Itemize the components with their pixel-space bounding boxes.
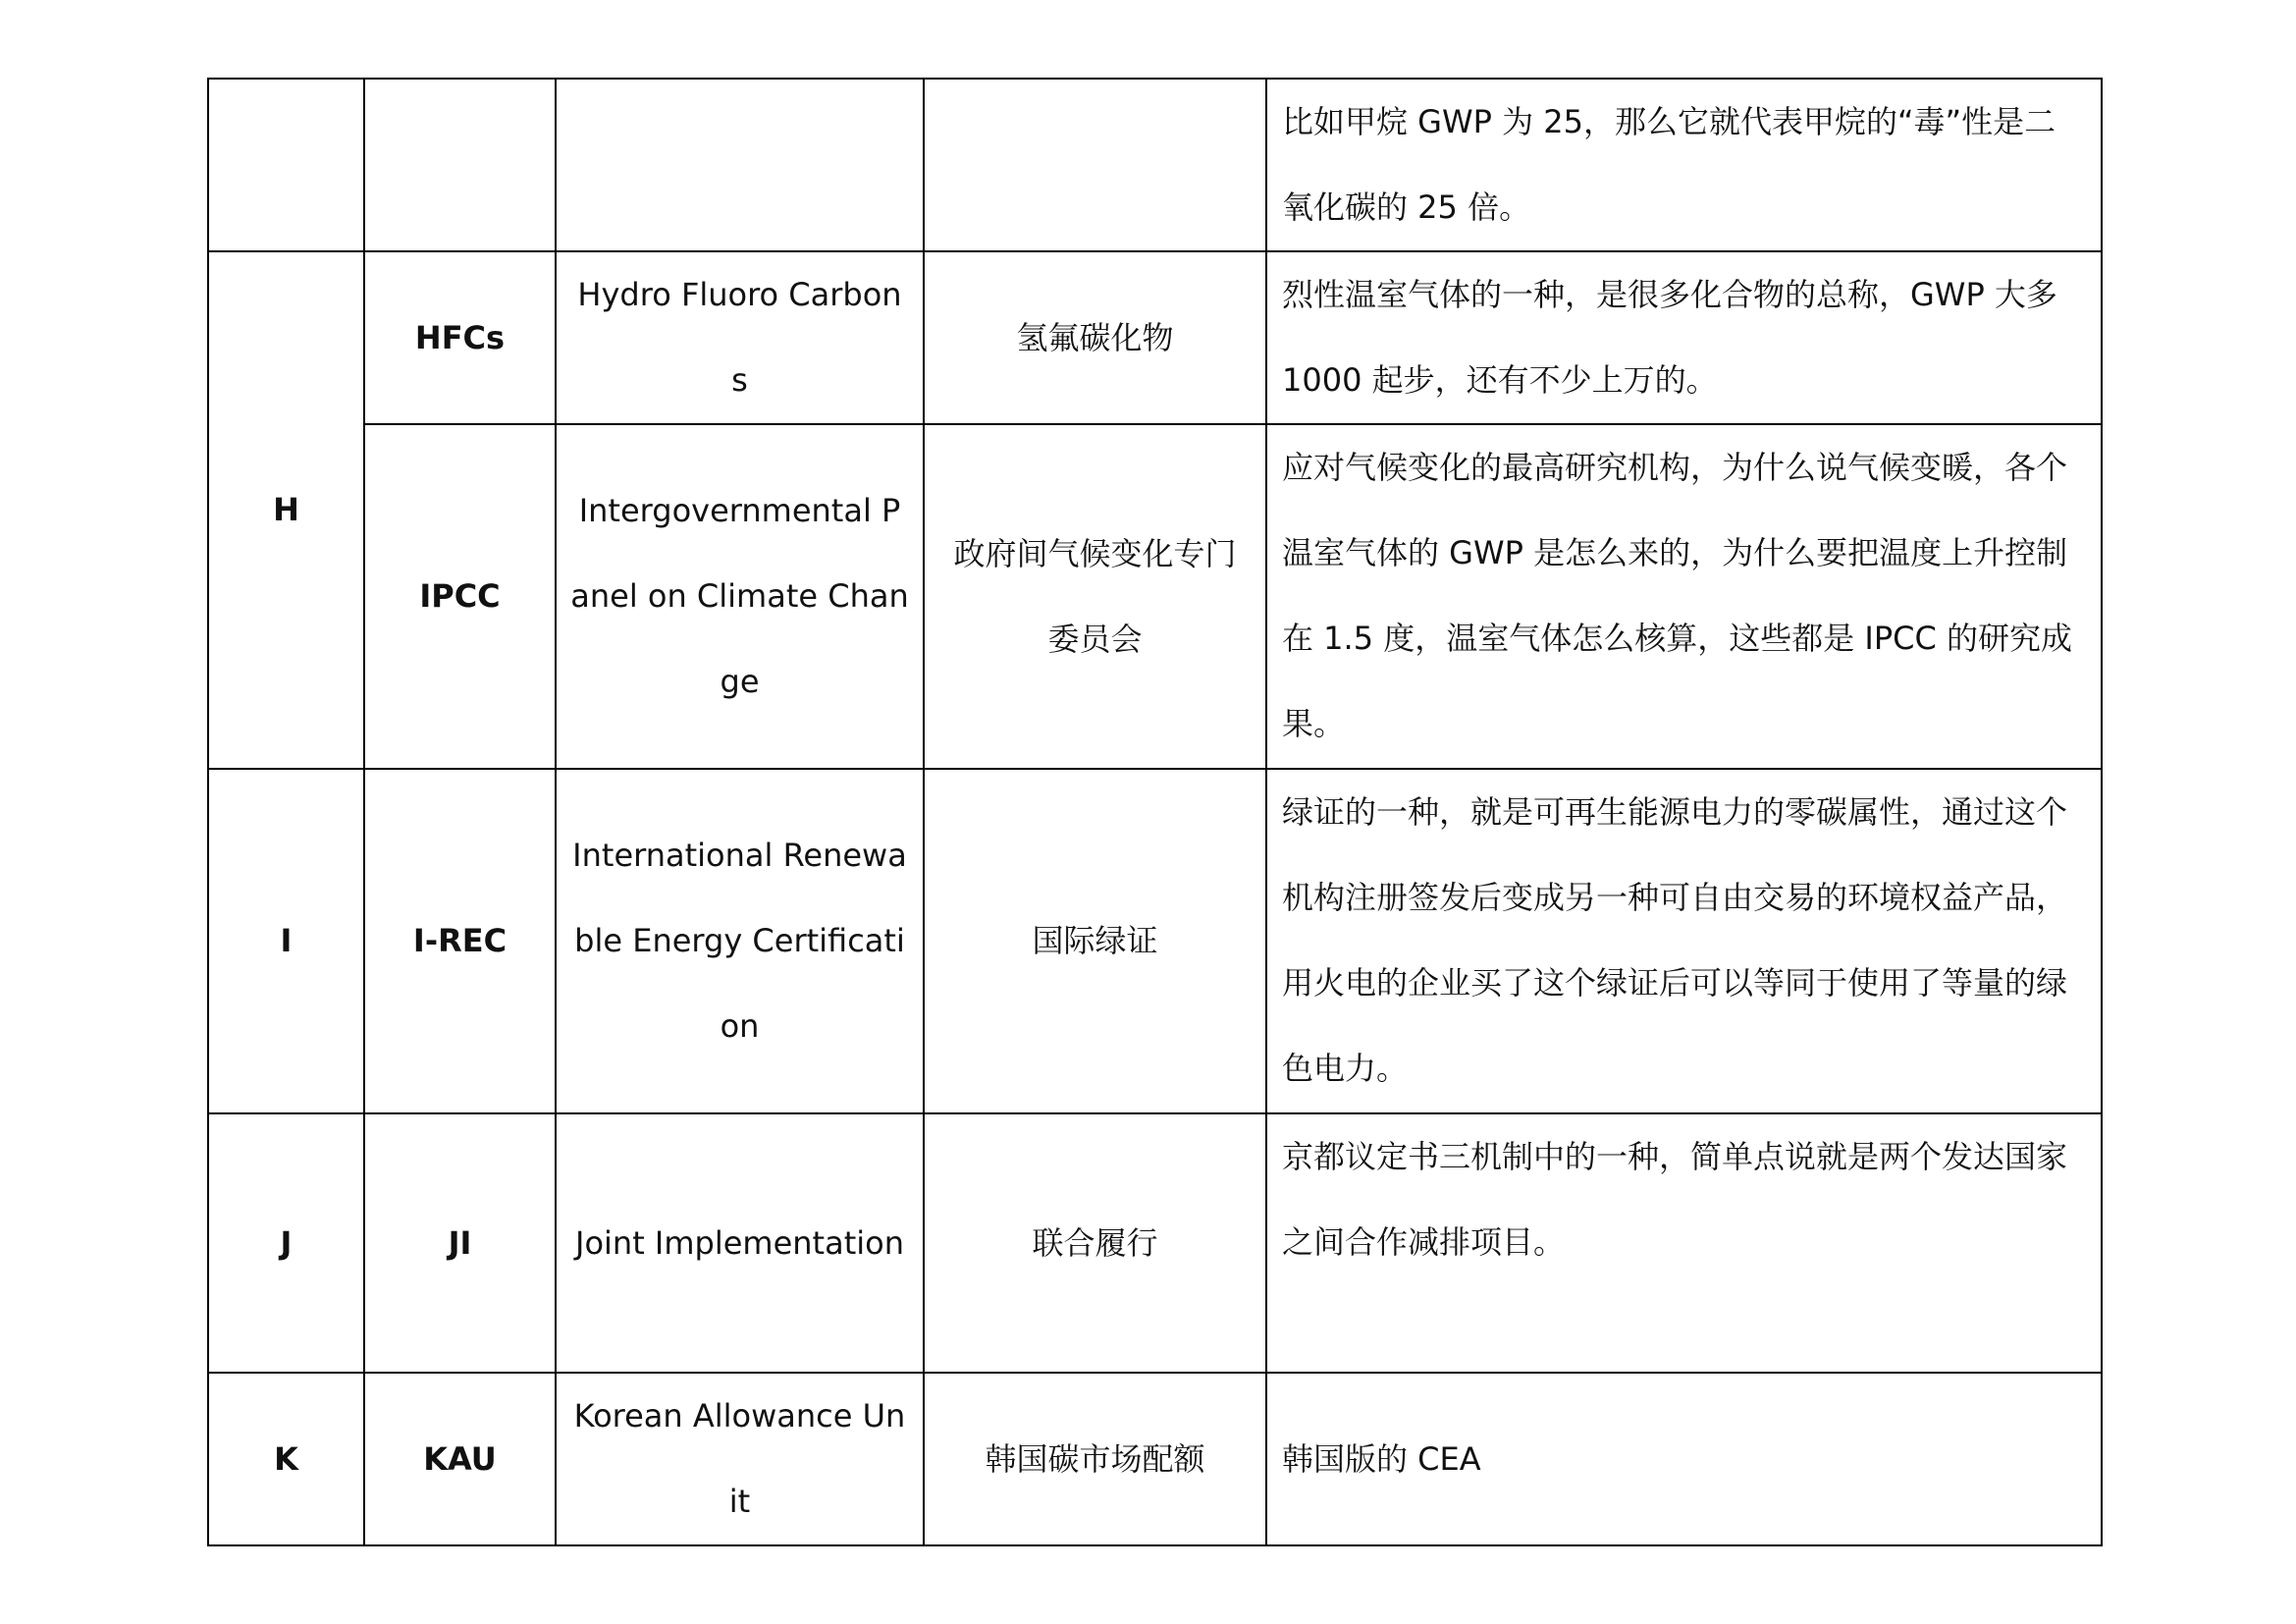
full-name-cell: Korean Allowance Unit [556,1373,924,1545]
description-cell: 应对气候变化的最高研究机构，为什么说气候变暖，各个温室气体的 GWP 是怎么来的，为什么要把温度上升控制在 1.5 度，温室气体怎么核算，这些都是 IPCC 的研究成果。 [1266,424,2102,769]
chinese-name-cell [924,79,1266,251]
table-row [208,1373,2102,1545]
glossary-table [207,78,2103,1546]
description-cell: 京都议定书三机制中的一种，简单点说就是两个发达国家之间合作减排项目。 [1266,1113,2102,1373]
table-row [208,1113,2102,1373]
chinese-name-cell: 韩国碳市场配额 [924,1373,1266,1545]
description-cell: 韩国版的 CEA [1266,1373,2102,1545]
table-row [208,424,2102,769]
abbreviation-cell [364,79,556,251]
description-cell: 绿证的一种，就是可再生能源电力的零碳属性，通过这个机构注册签发后变成另一种可自由交易的环境权益产品，用火电的企业买了这个绿证后可以等同于使用了等量的绿色电力。 [1266,769,2102,1113]
full-name-cell: Hydro Fluoro Carbons [556,251,924,424]
chinese-name-cell: 氢氟碳化物 [924,251,1266,424]
letter-cell: H [208,251,364,769]
abbreviation-cell: JI [364,1113,556,1373]
letter-cell: J [208,1113,364,1373]
abbreviation-cell: I-REC [364,769,556,1113]
table-row [208,251,2102,424]
chinese-name-cell: 政府间气候变化专门委员会 [924,424,1266,769]
description-cell: 烈性温室气体的一种，是很多化合物的总称，GWP 大多 1000 起步，还有不少上万的。 [1266,251,2102,424]
table-row [208,79,2102,251]
abbreviation-cell: KAU [364,1373,556,1545]
table-row [208,769,2102,1113]
full-name-cell: Intergovernmental Panel on Climate Change [556,424,924,769]
full-name-cell: Joint Implementation [556,1113,924,1373]
letter-cell [208,79,364,251]
full-name-cell [556,79,924,251]
letter-cell: K [208,1373,364,1545]
description-cell: 比如甲烷 GWP 为 25，那么它就代表甲烷的“毒”性是二氧化碳的 25 倍。 [1266,79,2102,251]
full-name-cell: International Renewable Energy Certification [556,769,924,1113]
letter-cell: I [208,769,364,1113]
chinese-name-cell: 联合履行 [924,1113,1266,1373]
abbreviation-cell: HFCs [364,251,556,424]
chinese-name-cell: 国际绿证 [924,769,1266,1113]
abbreviation-cell: IPCC [364,424,556,769]
